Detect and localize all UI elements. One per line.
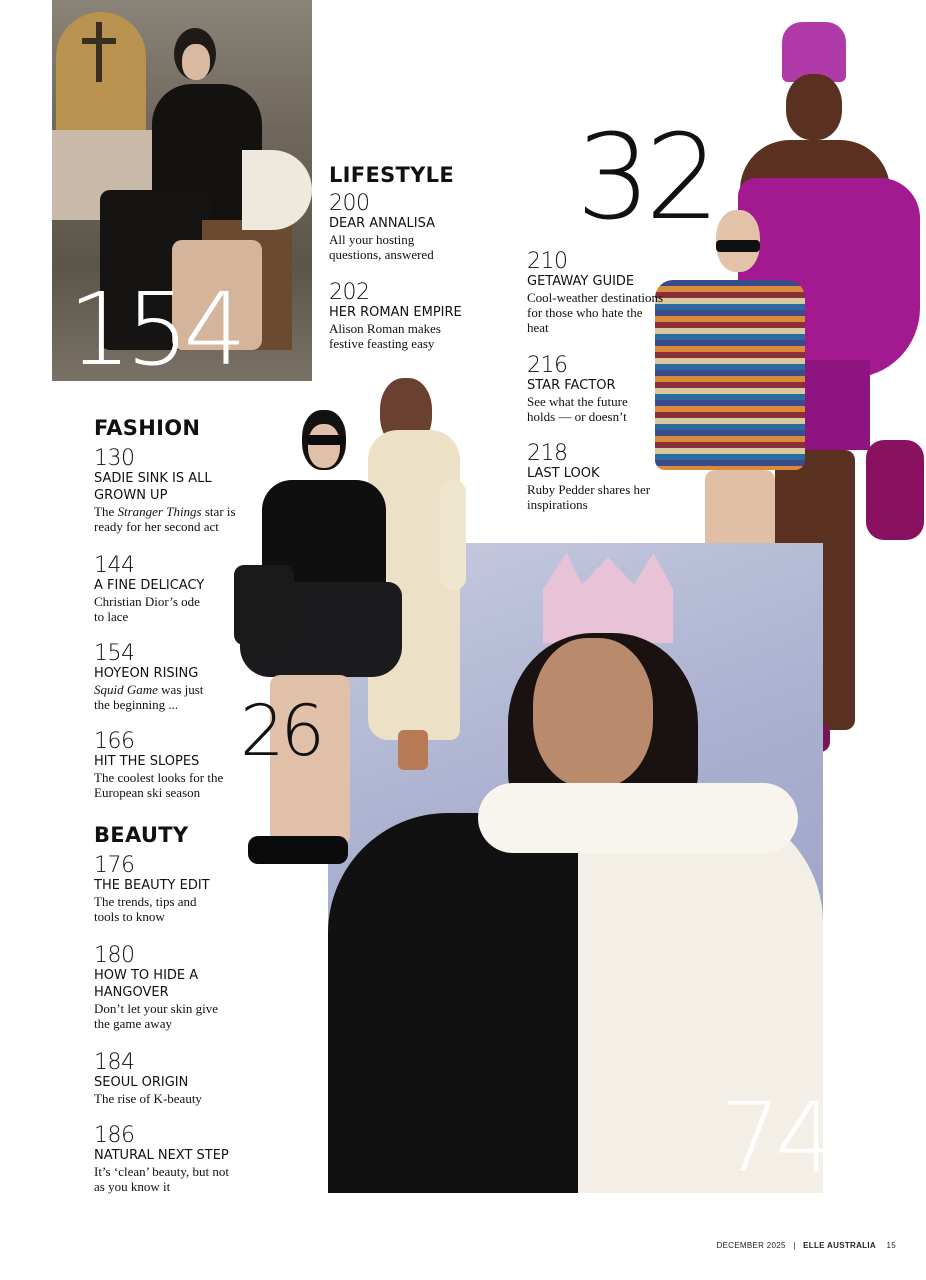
page-number: 180 xyxy=(94,943,135,968)
entry-title: A FINE DELICACY xyxy=(94,578,205,593)
magenta-model-head xyxy=(786,74,842,140)
page-number: 176 xyxy=(94,853,135,878)
model-face xyxy=(182,44,210,80)
toc-entry[interactable] xyxy=(94,448,274,534)
feature-number-32: 32 xyxy=(576,108,715,246)
entry-title: THE BEAUTY EDIT xyxy=(94,878,210,893)
entry-title: SEOUL ORIGIN xyxy=(94,1075,189,1090)
desc-text: The xyxy=(94,504,118,519)
entry-description: Cool-weather destinations for those who hate the heat xyxy=(527,290,664,335)
feature-number-154: 154 xyxy=(68,271,241,388)
page-number: 166 xyxy=(94,729,135,754)
entry-title: HOW TO HIDE A HANGOVER xyxy=(94,968,199,1000)
entry-description xyxy=(94,504,254,534)
toc-entry[interactable] xyxy=(94,731,274,800)
entry-description: The trends, tips and tools to know xyxy=(94,894,197,924)
entry-title: HOYEON RISING xyxy=(94,666,199,681)
cross-icon xyxy=(96,22,102,82)
entry-description: All your hosting questions, answered xyxy=(329,232,434,262)
section-heading-fashion: FASHION xyxy=(94,416,201,440)
page-number: 200 xyxy=(329,191,370,216)
entry-title: LAST LOOK xyxy=(527,466,600,481)
entry-description: See what the future holds — or doesn’t xyxy=(527,394,628,424)
entry-description: The coolest looks for the European ski season xyxy=(94,770,224,800)
page-number: 210 xyxy=(527,249,568,274)
entry-description: Ruby Pedder shares her inspirations xyxy=(527,482,651,512)
desc-italic: Squid Game xyxy=(94,682,158,697)
entry-title: STAR FACTOR xyxy=(527,378,616,393)
face xyxy=(533,638,653,788)
crown xyxy=(543,553,673,643)
toc-entry[interactable] xyxy=(527,443,707,512)
section-heading-lifestyle: LIFESTYLE xyxy=(329,163,454,187)
desc-text: was just the beginning ... xyxy=(94,682,204,712)
page-number: 218 xyxy=(527,441,568,466)
desc-text: star is ready for her second act xyxy=(94,504,236,534)
toc-entry[interactable] xyxy=(94,1125,274,1194)
collar xyxy=(478,783,798,853)
entry-title: GETAWAY GUIDE xyxy=(527,274,635,289)
entry-description: It’s ‘clean’ beauty, but not as you know it xyxy=(94,1164,230,1194)
desc-italic: Stranger Things xyxy=(117,504,202,519)
feature-number-26: 26 xyxy=(240,690,322,772)
entry-title: HIT THE SLOPES xyxy=(94,754,200,769)
entry-title: DEAR ANNALISA xyxy=(329,216,435,231)
feature-number-74: 74 xyxy=(720,1082,831,1194)
magenta-hat xyxy=(782,22,846,82)
page-number: 202 xyxy=(329,280,370,305)
page-number: 144 xyxy=(94,553,135,578)
section-heading-beauty: BEAUTY xyxy=(94,823,189,847)
footer-magazine: ELLE AUSTRALIA xyxy=(803,1241,876,1250)
entry-description xyxy=(94,682,219,712)
black-model-face xyxy=(308,424,340,468)
cross-bar xyxy=(82,38,116,44)
toc-entry[interactable] xyxy=(94,945,274,1031)
toc-entry[interactable] xyxy=(329,282,509,351)
toc-entry[interactable] xyxy=(527,355,707,424)
page-number: 186 xyxy=(94,1123,135,1148)
footer-issue: DECEMBER 2025 xyxy=(716,1241,786,1250)
toc-entry[interactable] xyxy=(94,555,274,624)
entry-description: Alison Roman makes festive feasting easy xyxy=(329,321,441,351)
toc-entry[interactable] xyxy=(329,193,509,262)
page-number: 184 xyxy=(94,1050,135,1075)
entry-title: SADIE SINK IS ALL GROWN UP xyxy=(94,471,212,503)
entry-description: Christian Dior’s ode to lace xyxy=(94,594,200,624)
toc-entry[interactable] xyxy=(94,855,274,924)
toc-entry[interactable] xyxy=(94,1052,274,1106)
page-number: 216 xyxy=(527,353,568,378)
entry-title: NATURAL NEXT STEP xyxy=(94,1148,229,1163)
entry-description: Don’t let your skin give the game away xyxy=(94,1001,218,1031)
toc-entry[interactable] xyxy=(527,251,707,335)
black-sleeve xyxy=(328,813,598,1193)
page-footer xyxy=(716,1241,896,1250)
footer-separator: | xyxy=(793,1241,796,1250)
fan-prop xyxy=(242,150,312,230)
cream-model-feet xyxy=(398,730,428,770)
page-number: 154 xyxy=(94,641,135,666)
toc-entry[interactable] xyxy=(94,643,274,712)
magenta-bag xyxy=(866,440,924,540)
cream-glove xyxy=(440,480,466,590)
page-number: 130 xyxy=(94,446,135,471)
sunglasses-icon xyxy=(716,240,760,252)
entry-title: HER ROMAN EMPIRE xyxy=(329,305,462,320)
footer-page-number: 15 xyxy=(886,1241,896,1250)
entry-description: The rise of K-beauty xyxy=(94,1091,202,1106)
sunglasses-icon xyxy=(306,435,344,445)
